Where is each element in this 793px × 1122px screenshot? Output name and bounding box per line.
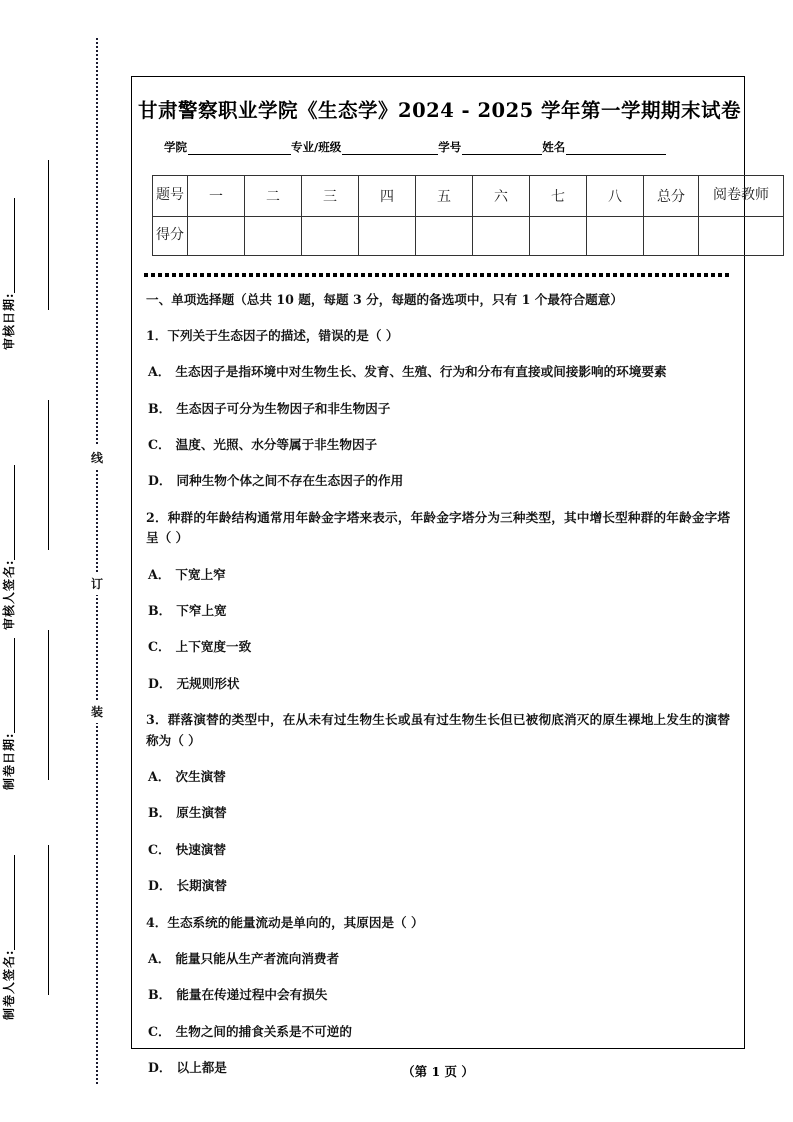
- binding-char-xian: 线: [88, 446, 106, 469]
- question-3-option-c-letter: C．: [148, 841, 171, 857]
- row-header-score: 得分: [153, 217, 188, 256]
- student-info-line: [132, 139, 744, 155]
- question-2: [146, 508, 730, 549]
- paper-date-text: 制卷日期:: [2, 732, 16, 790]
- question-4-option-b-text: 能量在传递过程中会有损失: [176, 987, 328, 1003]
- question-2-option-a-text: 下宽上窄: [175, 566, 226, 582]
- question-2-option-c-letter: C．: [148, 639, 171, 655]
- question-3-stem: 群落演替的类型中，在从未有过生物生长或虽有过生物生长但已被彻底消灭的原生裸地上发生的演替称为（ ）: [146, 712, 731, 748]
- question-4: [146, 913, 730, 933]
- question-1-option-b-text: 生态因子可分为生物因子和非生物因子: [176, 400, 391, 416]
- student-id-field[interactable]: [438, 139, 542, 155]
- margin-divider-1: [48, 160, 49, 310]
- section-heading: 一、单项选择题（总共 10 题，每题 3 分，每题的备选项中，只有 1 个最符合题意）: [146, 292, 623, 307]
- question-4-stem: 生态系统的能量流动是单向的，其原因是（ ）: [167, 914, 424, 930]
- name-input[interactable]: [566, 141, 666, 155]
- name-field[interactable]: [542, 139, 666, 155]
- question-3-option-b-letter: B．: [148, 805, 172, 821]
- page-title: 甘肃警察职业学院《生态学》2024 - 2025 学年第一学期期末试卷: [138, 99, 742, 122]
- question-3-option-b-text: 原生演替: [176, 805, 227, 821]
- score-cell-teacher[interactable]: [699, 217, 784, 256]
- question-4-option-d-letter: D．: [148, 1060, 172, 1076]
- question-3-option-a-text: 次生演替: [175, 768, 226, 784]
- question-2-option-d-letter: D．: [148, 675, 172, 691]
- column-header-1: 一: [188, 176, 245, 217]
- major-class-label: 专业/班级: [291, 140, 342, 154]
- column-header-7: 七: [530, 176, 587, 217]
- question-4-number: 4．: [146, 914, 168, 930]
- score-table: [152, 175, 784, 256]
- major-class-field[interactable]: [291, 139, 438, 155]
- question-2-option-b[interactable]: [146, 601, 730, 621]
- question-4-option-a-text: 能量只能从生产者流向消费者: [175, 950, 340, 966]
- exam-content: [132, 277, 744, 1078]
- question-3: [146, 710, 730, 751]
- score-cell-6[interactable]: [473, 217, 530, 256]
- question-4-option-b-letter: B．: [148, 987, 172, 1003]
- table-row-scores: [153, 217, 784, 256]
- question-4-option-c-letter: C．: [148, 1023, 171, 1039]
- question-3-option-a-letter: A．: [148, 768, 171, 784]
- question-4-option-b[interactable]: [146, 985, 730, 1005]
- question-2-option-b-text: 下窄上宽: [176, 603, 227, 619]
- question-2-option-c-text: 上下宽度一致: [175, 639, 252, 655]
- question-2-option-b-letter: B．: [148, 603, 172, 619]
- question-2-option-d-text: 无规则形状: [176, 675, 240, 691]
- question-1-option-a-text: 生态因子是指环境中对生物生长、发育、生殖、行为和分布有直接或间接影响的环境要素: [175, 364, 667, 380]
- score-table-wrapper: [152, 175, 769, 256]
- row-header-question-number: 题号: [153, 176, 188, 217]
- binding-char-zhuang: 装: [88, 700, 106, 723]
- table-row-question-numbers: [153, 176, 784, 217]
- column-header-6: 六: [473, 176, 530, 217]
- column-header-8: 八: [587, 176, 644, 217]
- question-3-option-b[interactable]: [146, 803, 730, 823]
- question-3-option-c-text: 快速演替: [175, 841, 226, 857]
- question-4-option-a[interactable]: [146, 949, 730, 969]
- binding-char-ding: 订: [88, 572, 106, 595]
- score-cell-3[interactable]: [302, 217, 359, 256]
- college-field[interactable]: [164, 139, 291, 155]
- question-1-option-d[interactable]: [146, 471, 730, 491]
- column-header-total: 总分: [644, 176, 699, 217]
- question-1: [146, 326, 730, 346]
- question-3-number: 3．: [146, 712, 168, 728]
- question-1-stem: 下列关于生态因子的描述，错误的是（ ）: [167, 327, 399, 343]
- score-cell-total[interactable]: [644, 217, 699, 256]
- score-cell-4[interactable]: [359, 217, 416, 256]
- column-header-2: 二: [245, 176, 302, 217]
- college-label: 学院: [164, 140, 187, 154]
- question-3-option-d-letter: D．: [148, 878, 172, 894]
- question-3-option-a[interactable]: [146, 767, 730, 787]
- column-header-5: 五: [416, 176, 473, 217]
- question-1-option-a[interactable]: [146, 362, 730, 382]
- margin-divider-2: [48, 400, 49, 550]
- student-id-input[interactable]: [462, 141, 542, 155]
- question-1-option-b[interactable]: [146, 399, 730, 419]
- page-footer: （第 1 页 ）: [402, 1064, 474, 1079]
- question-1-option-c[interactable]: [146, 435, 730, 455]
- column-header-4: 四: [359, 176, 416, 217]
- paper-author-signature-text: 制卷人签名:: [2, 949, 16, 1020]
- question-1-option-b-letter: B．: [148, 400, 172, 416]
- question-2-option-d[interactable]: [146, 674, 730, 694]
- margin-divider-4: [48, 845, 49, 995]
- column-header-teacher: 阅卷教师: [699, 176, 784, 217]
- binding-dashed-line: [96, 38, 98, 1084]
- question-4-option-a-letter: A．: [148, 950, 171, 966]
- question-2-option-c[interactable]: [146, 637, 730, 657]
- reviewer-signature-text: 审核人签名:: [2, 559, 16, 630]
- margin-divider-3: [48, 630, 49, 780]
- question-4-option-c[interactable]: [146, 1022, 730, 1042]
- question-2-option-a-letter: A．: [148, 566, 171, 582]
- question-1-number: 1．: [146, 327, 168, 343]
- score-cell-5[interactable]: [416, 217, 473, 256]
- question-3-option-c[interactable]: [146, 840, 730, 860]
- question-1-option-d-text: 同种生物个体之间不存在生态因子的作用: [176, 473, 404, 489]
- left-margin-column: [0, 0, 120, 1122]
- question-1-option-d-letter: D．: [148, 473, 172, 489]
- question-4-option-c-text: 生物之间的捕食关系是不可逆的: [175, 1023, 352, 1039]
- score-cell-1[interactable]: [188, 217, 245, 256]
- question-3-option-d[interactable]: [146, 876, 730, 896]
- student-id-label: 学号: [438, 140, 462, 154]
- question-1-option-c-letter: C．: [148, 437, 171, 453]
- major-class-input[interactable]: [342, 141, 438, 155]
- question-2-option-a[interactable]: [146, 565, 730, 585]
- paper-author-signature-label: [0, 620, 17, 1020]
- review-date-text: 审核日期:: [2, 292, 16, 350]
- question-1-option-a-letter: A．: [148, 364, 171, 380]
- score-cell-8[interactable]: [587, 217, 644, 256]
- paper-author-signature-blank[interactable]: [14, 855, 15, 950]
- score-cell-2[interactable]: [245, 217, 302, 256]
- name-label: 姓名: [542, 140, 566, 154]
- question-3-option-d-text: 长期演替: [176, 878, 227, 894]
- question-2-number: 2．: [146, 509, 168, 525]
- column-header-3: 三: [302, 176, 359, 217]
- question-1-option-c-text: 温度、光照、水分等属于非生物因子: [175, 437, 378, 453]
- college-input[interactable]: [188, 141, 291, 155]
- score-cell-7[interactable]: [530, 217, 587, 256]
- question-2-stem: 种群的年龄结构通常用年龄金字塔来表示，年龄金字塔分为三种类型，其中增长型种群的年龄金字塔呈（ ）: [146, 509, 731, 546]
- question-4-option-d-text: 以上都是: [176, 1060, 227, 1076]
